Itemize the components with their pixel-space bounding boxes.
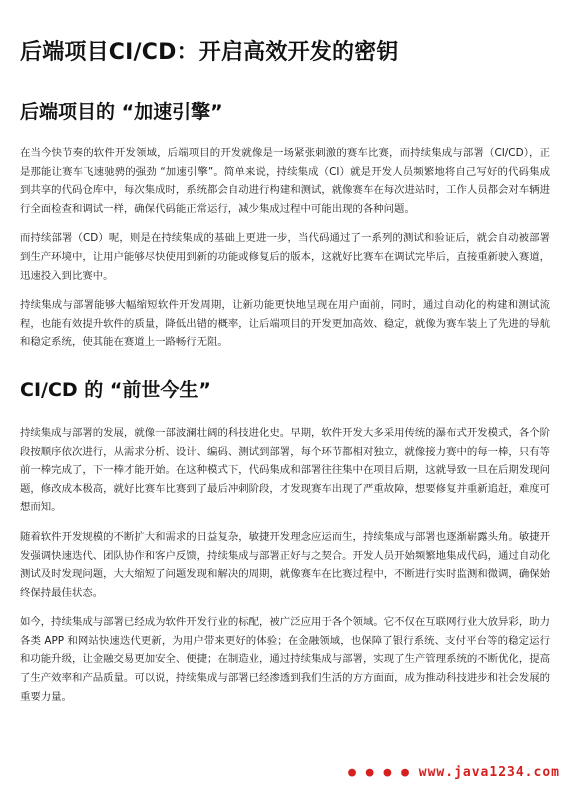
- section-heading-accelerator: 后端项目的 “加速引擎”: [20, 101, 223, 123]
- section-heading-history: CI/CD 的 “前世今生”: [20, 378, 211, 401]
- watermark-dots: ● ● ● ●: [348, 765, 410, 780]
- paragraph: 随着软件开发规模的不断扩大和需求的日益复杂，敏捷开发理念应运而生，持续集成与部署也逐渐崭露头角。敏捷开发强调快速迭代、团队协作和客户反馈，持续集成与部署正好与之契合。开发人员开始频繁地集成代码，通过自动化测试及时发现问题，大大缩短了问题发现和解决的周期，就像赛车在比赛过程中，不断进行实时监测和微调，确保始终保持最佳状态。: [20, 530, 550, 599]
- paragraph: 而持续部署（CD）呢，则是在持续集成的基础上更进一步，当代码通过了一系列的测试和验证后，就会自动被部署到生产环境中，让用户能够尽快使用到新的功能或修复后的版本，这就好比赛车在调试完毕后，直接重新驶入赛道，迅速投入到比赛中。: [20, 232, 550, 282]
- paragraph: 如今，持续集成与部署已经成为软件开发行业的标配，被广泛应用于各个领域。它不仅在互联网行业大放异彩，助力各类 APP 和网站快速迭代更新，为用户带来更好的体验；在金融领域，也保障了银行系统、支付平台等的稳定运行和功能升级，让金融交易更加安全、便捷；在制造业，通过持续集成与部署，实现了生产管理系统的不断优化，提高了生产效率和产品质量。可以说，持续集成与部署已经渗透到我们生活的方方面面，成为推动科技进步和社会发展的重要力量。: [20, 616, 550, 703]
- page-title: 后端项目CI/CD：开启高效开发的密钥: [20, 40, 399, 65]
- watermark: [348, 765, 560, 780]
- paragraph: 持续集成与部署的发展，就像一部波澜壮阔的科技进化史。早期，软件开发大多采用传统的瀑布式开发模式，各个阶段按顺序依次进行，从需求分析、设计、编码、测试到部署，每个环节都相对独立，就像接力赛中的每一棒，只有等前一棒完成了，下一棒才能开始。在这种模式下，代码集成和部署往往集中在项目后期，这就导致一旦在后期发现问题，修改成本极高，就好比赛车比赛到了最后冲刺阶段，才发现赛车出现了严重故障，想要修复并重新追赶，难度可想而知。: [20, 426, 550, 514]
- paragraph: 持续集成与部署能够大幅缩短软件开发周期，让新功能更快地呈现在用户面前，同时，通过自动化的构建和测试流程，也能有效提升软件的质量，降低出错的概率，让后端项目的开发更加高效、稳定，就像为赛车装上了先进的导航和稳定系统，使其能在赛道上一路畅行无阻。: [20, 299, 550, 349]
- watermark-url: www.java1234.com: [418, 765, 560, 780]
- paragraph: 在当今快节奏的软件开发领域，后端项目的开发就像是一场紧张刺激的赛车比赛，而持续集成与部署（CI/CD），正是那能让赛车飞速驰骋的强劲 “加速引擎”。简单来说，持续集成（CI）就是开发人员频繁地将自己写好的代码集成到共享的代码仓库中，每次集成时，系统都会自动进行构建和测试，就像赛车在每次进站时，工作人员都会对车辆进行全面检查和调试一样，确保代码能正常运行，减少集成过程中可能出现的各种问题。: [20, 147, 550, 215]
